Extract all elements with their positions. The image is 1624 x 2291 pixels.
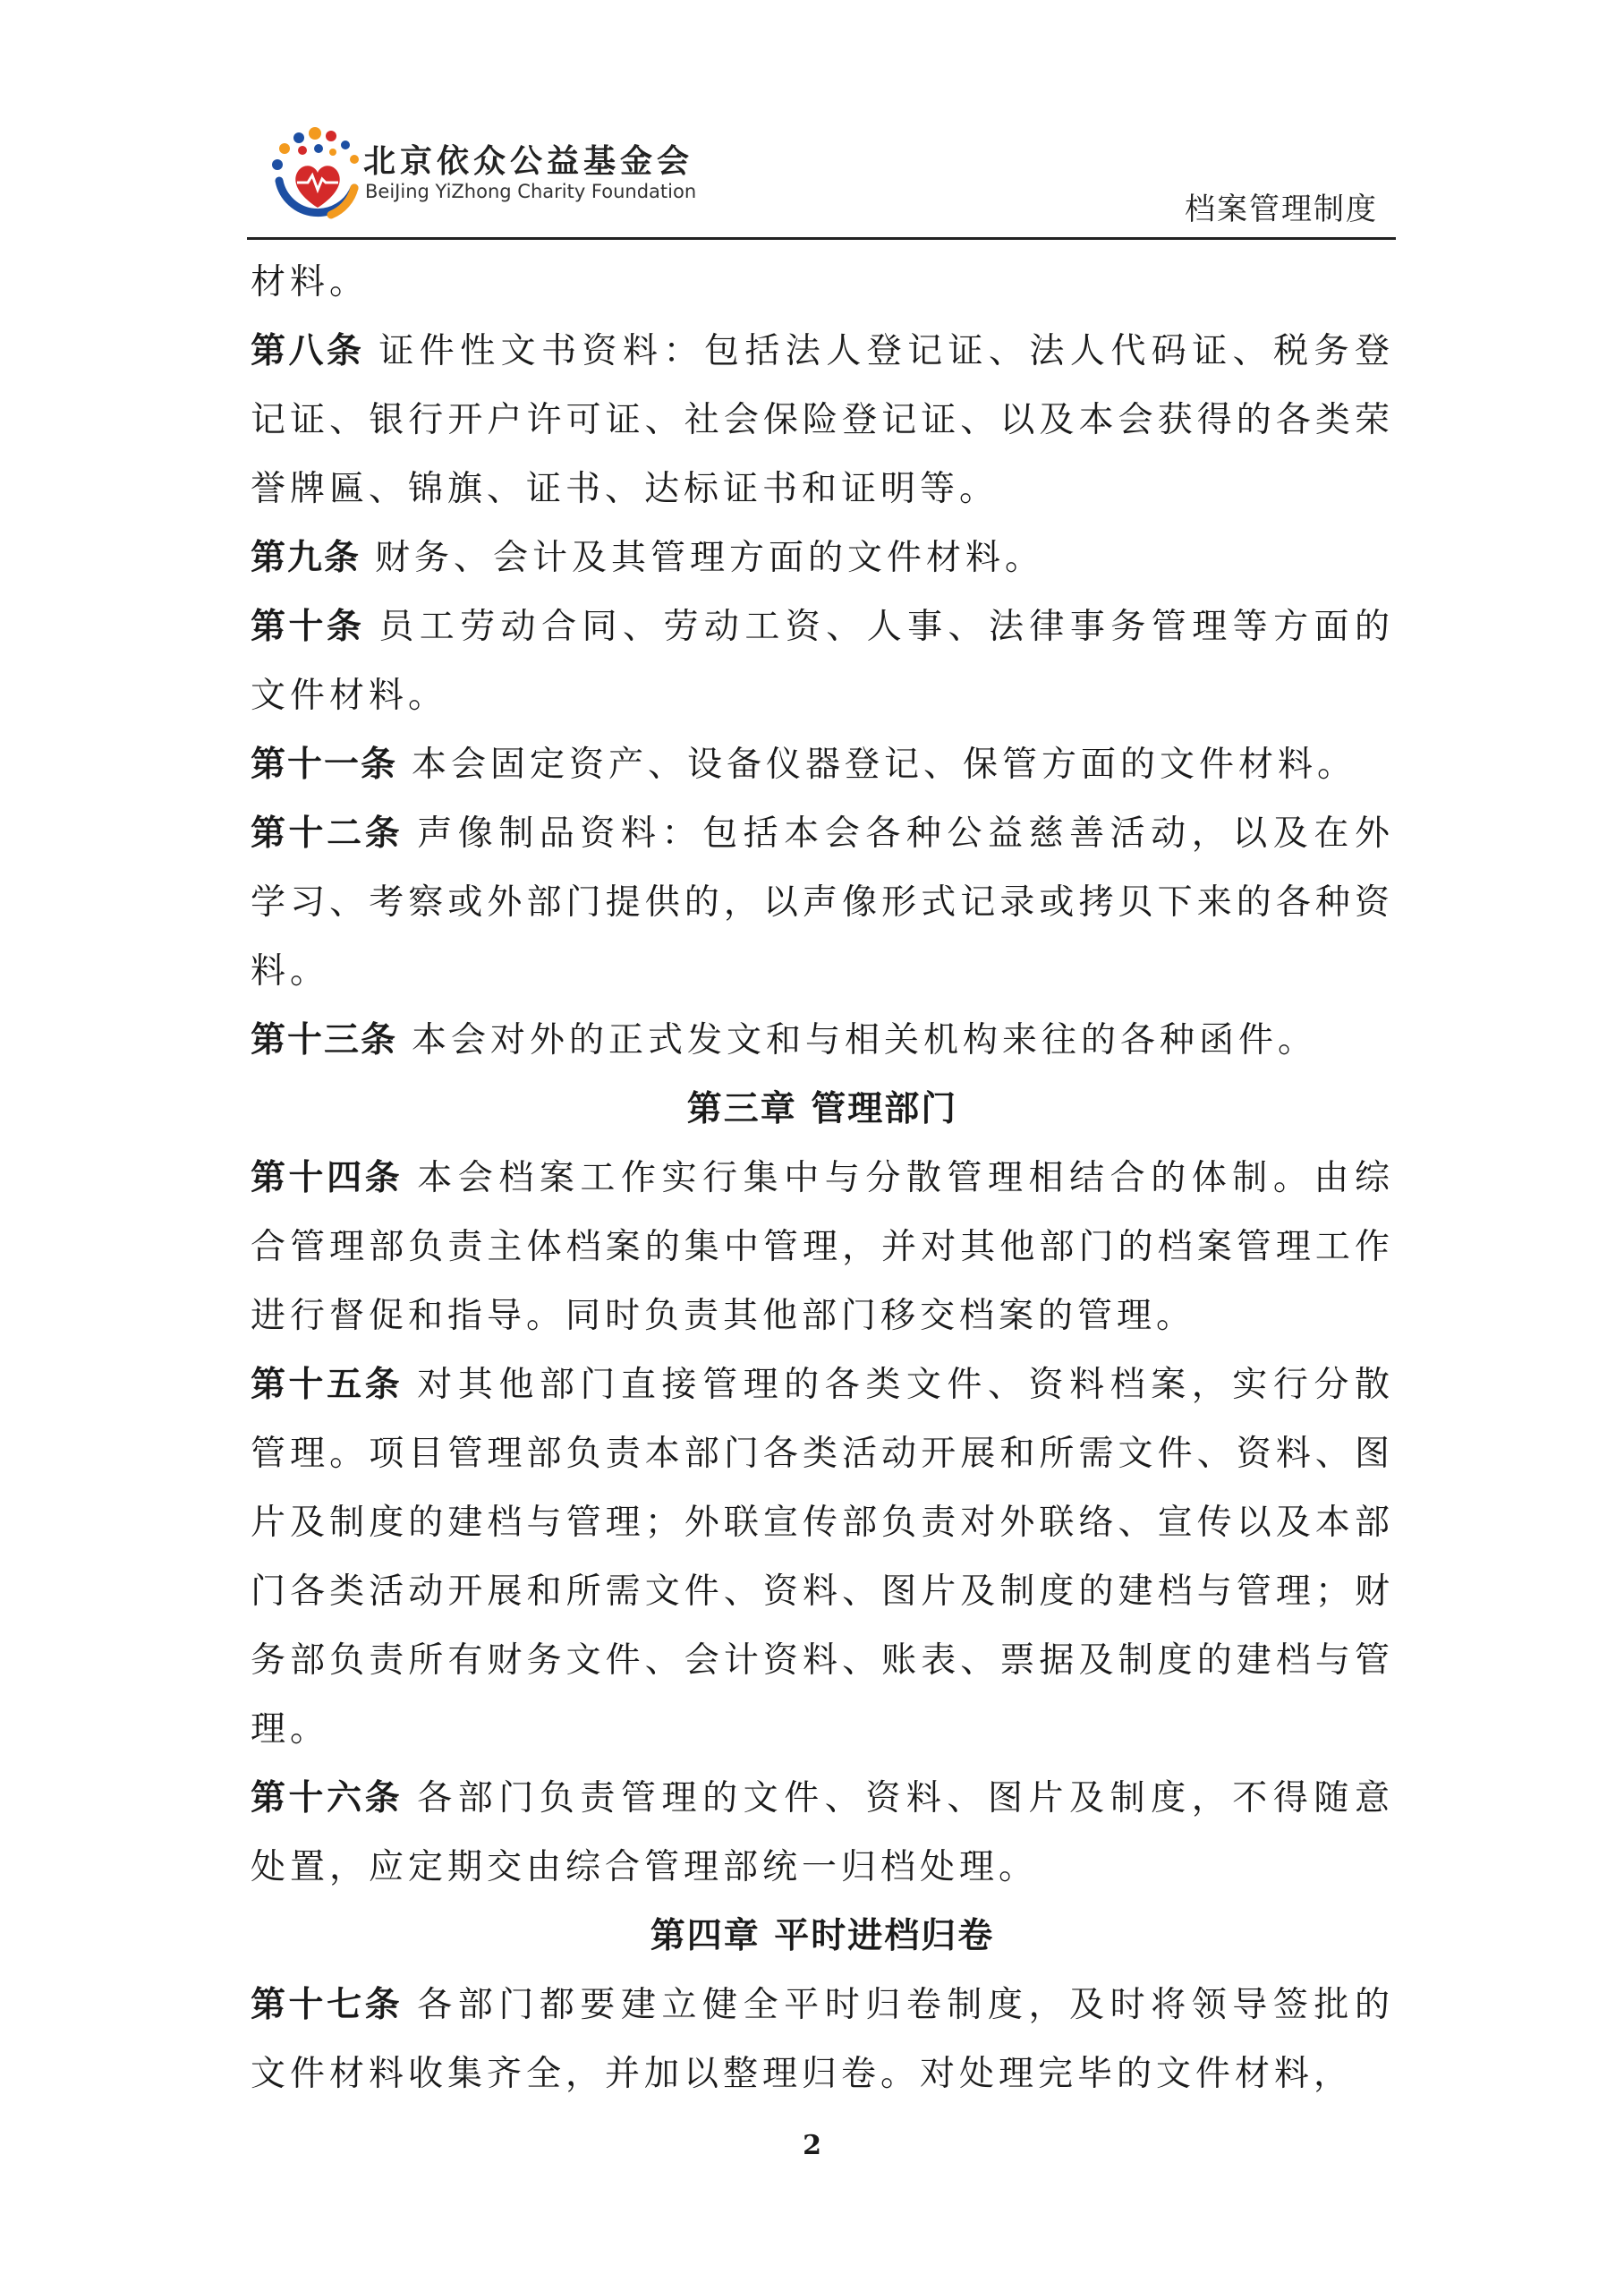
article-text: 财务、会计及其管理方面的文件材料。: [375, 538, 1045, 578]
article-text: 本会档案工作实行集中与分散管理相结合的体制。由综合管理部负责主体档案的集中管理，并对其他部门的档案管理工作进行督促和指导。同时负责其他部门移交档案的管理。: [251, 1158, 1394, 1336]
article-text: 本会固定资产、设备仪器登记、保管方面的文件材料。: [412, 745, 1357, 785]
article-paragraph: [251, 524, 1394, 592]
article-text: 员工劳动合同、劳动工资、人事、法律事务管理等方面的文件材料。: [251, 607, 1394, 716]
article-label: 第十一条: [251, 745, 398, 785]
document-body: [251, 248, 1394, 2108]
article-label: 第八条: [251, 331, 365, 371]
chapter-heading: 第四章 平时进档归卷: [650, 1916, 995, 1956]
article-label: 第十二条: [251, 813, 404, 854]
article-paragraph: [251, 1971, 1394, 2108]
article-paragraph: [251, 799, 1394, 1006]
article-paragraph: [251, 730, 1394, 799]
foundation-logo-icon: [268, 125, 367, 224]
body-paragraph: [251, 248, 1394, 317]
document-title: 档案管理制度: [1185, 192, 1378, 227]
article-text: 证件性文书资料：包括法人登记证、法人代码证、税务登记证、银行开户许可证、社会保险登记证、以及本会获得的各类荣誉牌匾、锦旗、证书、达标证书和证明等。: [251, 331, 1394, 509]
article-text: 声像制品资料：包括本会各种公益慈善活动，以及在外学习、考察或外部门提供的，以声像形式记录或拷贝下来的各种资料。: [251, 813, 1394, 992]
article-paragraph: [251, 592, 1394, 730]
org-name-en: BeiJing YiZhong Charity Foundation: [365, 181, 697, 202]
article-text: 本会对外的正式发文和与相关机构来往的各种函件。: [412, 1020, 1318, 1060]
article-text: 各部门负责管理的文件、资料、图片及制度，不得随意处置，应定期交由综合管理部统一归档处理。: [251, 1778, 1394, 1887]
article-label: 第九条: [251, 538, 361, 578]
page-header: [247, 125, 1396, 242]
org-name-cn: 北京依众公益基金会: [363, 143, 694, 180]
article-paragraph: [251, 317, 1394, 524]
article-label: 第十六条: [251, 1778, 404, 1818]
chapter-heading: 第三章 管理部门: [686, 1089, 958, 1129]
article-text: 对其他部门直接管理的各类文件、资料档案，实行分散管理。项目管理部负责本部门各类活动开展和所需文件、资料、图片及制度的建档与管理；外联宣传部负责对外联络、宣传以及本部门各类活动开展和所需文件、资料、图片及制度的建档与管理；财务部负责所有财务文件、会计资料、账表、票据及制度的建档与管理。: [251, 1365, 1394, 1750]
article-paragraph: [251, 1006, 1394, 1075]
article-label: 第十五条: [251, 1365, 404, 1405]
article-paragraph: [251, 1144, 1394, 1350]
article-paragraph: [251, 1764, 1394, 1902]
article-label: 第十条: [251, 607, 365, 647]
article-text: 各部门都要建立健全平时归卷制度，及时将领导签批的文件材料收集齐全，并加以整理归卷。对处理完毕的文件材料，: [251, 1985, 1394, 2094]
page-number: 2: [803, 2130, 821, 2161]
article-paragraph: [251, 1350, 1394, 1764]
article-text: 材料。: [251, 262, 370, 302]
header-rule: [247, 237, 1396, 240]
article-label: 第十四条: [251, 1158, 404, 1198]
article-label: 第十三条: [251, 1020, 398, 1060]
article-label: 第十七条: [251, 1985, 404, 2025]
